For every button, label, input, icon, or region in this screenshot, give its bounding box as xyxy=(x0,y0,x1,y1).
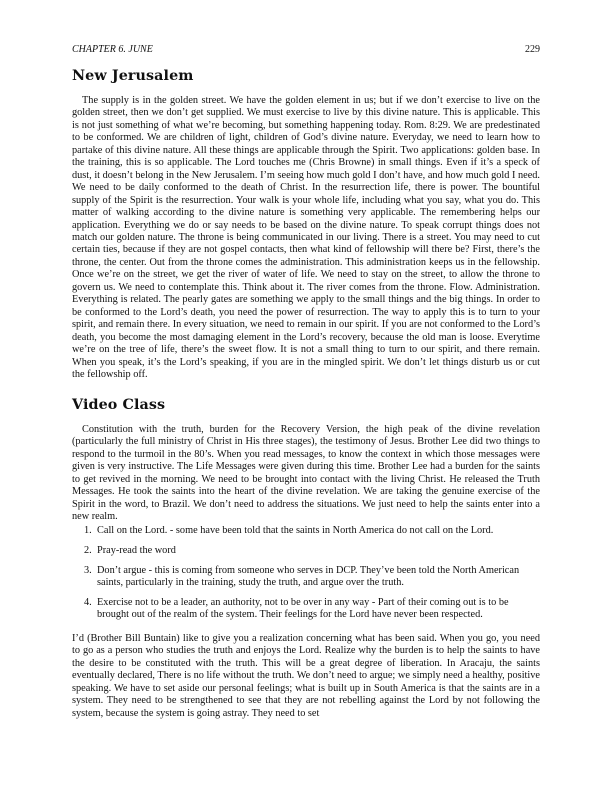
chapter-label: CHAPTER 6. JUNE xyxy=(72,44,153,55)
list-item xyxy=(72,545,540,557)
running-header xyxy=(72,44,540,56)
list-item-number: 2. xyxy=(84,544,92,556)
list-item-text: Exercise not to be a leader, an authority, not to be over in any way - Part of their coming out is to be brought out of the realm of the system. Their feelings for the Lord have never been respected. xyxy=(97,596,509,621)
list-item xyxy=(72,525,540,537)
list-item-text: Don’t argue - this is coming from someone who serves in DCP. They’ve been told the North American saints, particularly in the training, study the truth, and argue over the truth. xyxy=(97,564,520,589)
list-item xyxy=(72,565,540,590)
video-class-paragraph: Constitution with the truth, burden for the Recovery Version, the high peak of the divine revelation (particularly the full ministry of Christ in His three stages), the testimony of Jesus. Brother Lee did two things to respond to the turmoil in the 80’s. When you read messages, to know the context in which those messages were given is very instructive. The Life Messages were given during this time. Brother Lee had a burden for the saints to get revived in the morning. We need to be brought into contact with the living Christ. He released the Truth Messages. He took the saints into the heart of the divine revelation. We are taking the genuine exercise of the Spirit in the word, to Brazil. We don’t need to address the situations. We just need to help the saints enter into a new realm. xyxy=(72,424,540,523)
section-heading-video-class: Video Class xyxy=(72,397,166,413)
list-item-text: Call on the Lord. - some have been told that the saints in North America do not call on the Lord. xyxy=(97,525,494,536)
list-item xyxy=(72,597,540,622)
closing-paragraph: I’d (Brother Bill Buntain) like to give you a realization concerning what has been said. When you go, you need to go as a person who studies the truth and enjoys the Lord. Realize why the burden is to help the saints to have the desire to be constituted with the truth. This will be a great degree of liberation. In Aracaju, the saints eventually declared, There is no life without the truth. We don’t need to argue; we simply need a healthy, positive speaking. We have to set aside our personal feelings; what is built up in South America is that the saints are in a system. They need to be strengthened to see that they are not rebelling against the Lord by not following the system, because the system is going astray. They need to set xyxy=(72,633,540,719)
list-item-number: 4. xyxy=(84,596,92,608)
new-jerusalem-paragraph: The supply is in the golden street. We have the golden element in us; but if we don’t exercise to live on the golden street, then we don’t get supplied. We must exercise to live by this divine nature. This is applicable. This is not just something of what we’re becoming, but something happening today. Rom. 8:29. We are predestinated to be conformed. We are children of light, children of God’s divine nature. Everyday, we need to learn how to partake of this divine nature. All these things are applicable through the Spirit. Two applications: golden base. In the training, this is so applicable. The Lord touches me (Chris Browne) in small things. Even if it’s a speck of dust, it doesn’t belong in the New Jerusalem. I’m seeing how much gold I don’t have, and how much gold I need. We need to be daily conformed to the death of Christ. In the resurrection life, there is power. The bountiful supply of the Spirit is the resurrection. Your walk is your whole life, including what you say, what you do. This matter of walking according to the divine nature is something very applicable. The remembering helps our application. Everything we do or say needs to be based on the divine nature. To speak corrupt things does not match our golden nature. The throne is being communicated in our living. There is a street. You may need to cut certain ties, because if they are not gospel contacts, then what kind of fellowship will there be? First, there’s the throne, the center. Out from the throne comes the administration. This administration keeps us in the fellowship. Once we’re on the street, we get the river of water of life. We need to stay on the street, to allow the throne to govern us. We need to contemplate this. Think about it. The river comes from the throne. Flow. Administration. Everything is related. The pearly gates are something we apply to the small things and the big things. In order to be conformed to the Lord’s death, you need the power of resurrection. The way to apply this is to turn to your spirit, and remain there. In every situation, we need to remain in our spirit. If you are not conformed to the Lord’s death, you become the most damaging element in the Lord’s recovery, because the old man is loose. Everytime we’re on the tree of life, there’s the sweet flow. It is not a small thing to turn to our spirit, and there remain. When you speak, it’s the Lord’s speaking, if you are in the mingled spirit. We don’t let things disturb us or cut the fellowship off. xyxy=(72,95,540,380)
section-heading-new-jerusalem: New Jerusalem xyxy=(72,68,194,84)
video-class-list xyxy=(72,525,540,629)
page-number: 229 xyxy=(525,44,540,55)
list-item-number: 1. xyxy=(84,525,92,536)
list-item-number: 3. xyxy=(84,564,92,576)
list-item-text: Pray-read the word xyxy=(97,544,176,556)
